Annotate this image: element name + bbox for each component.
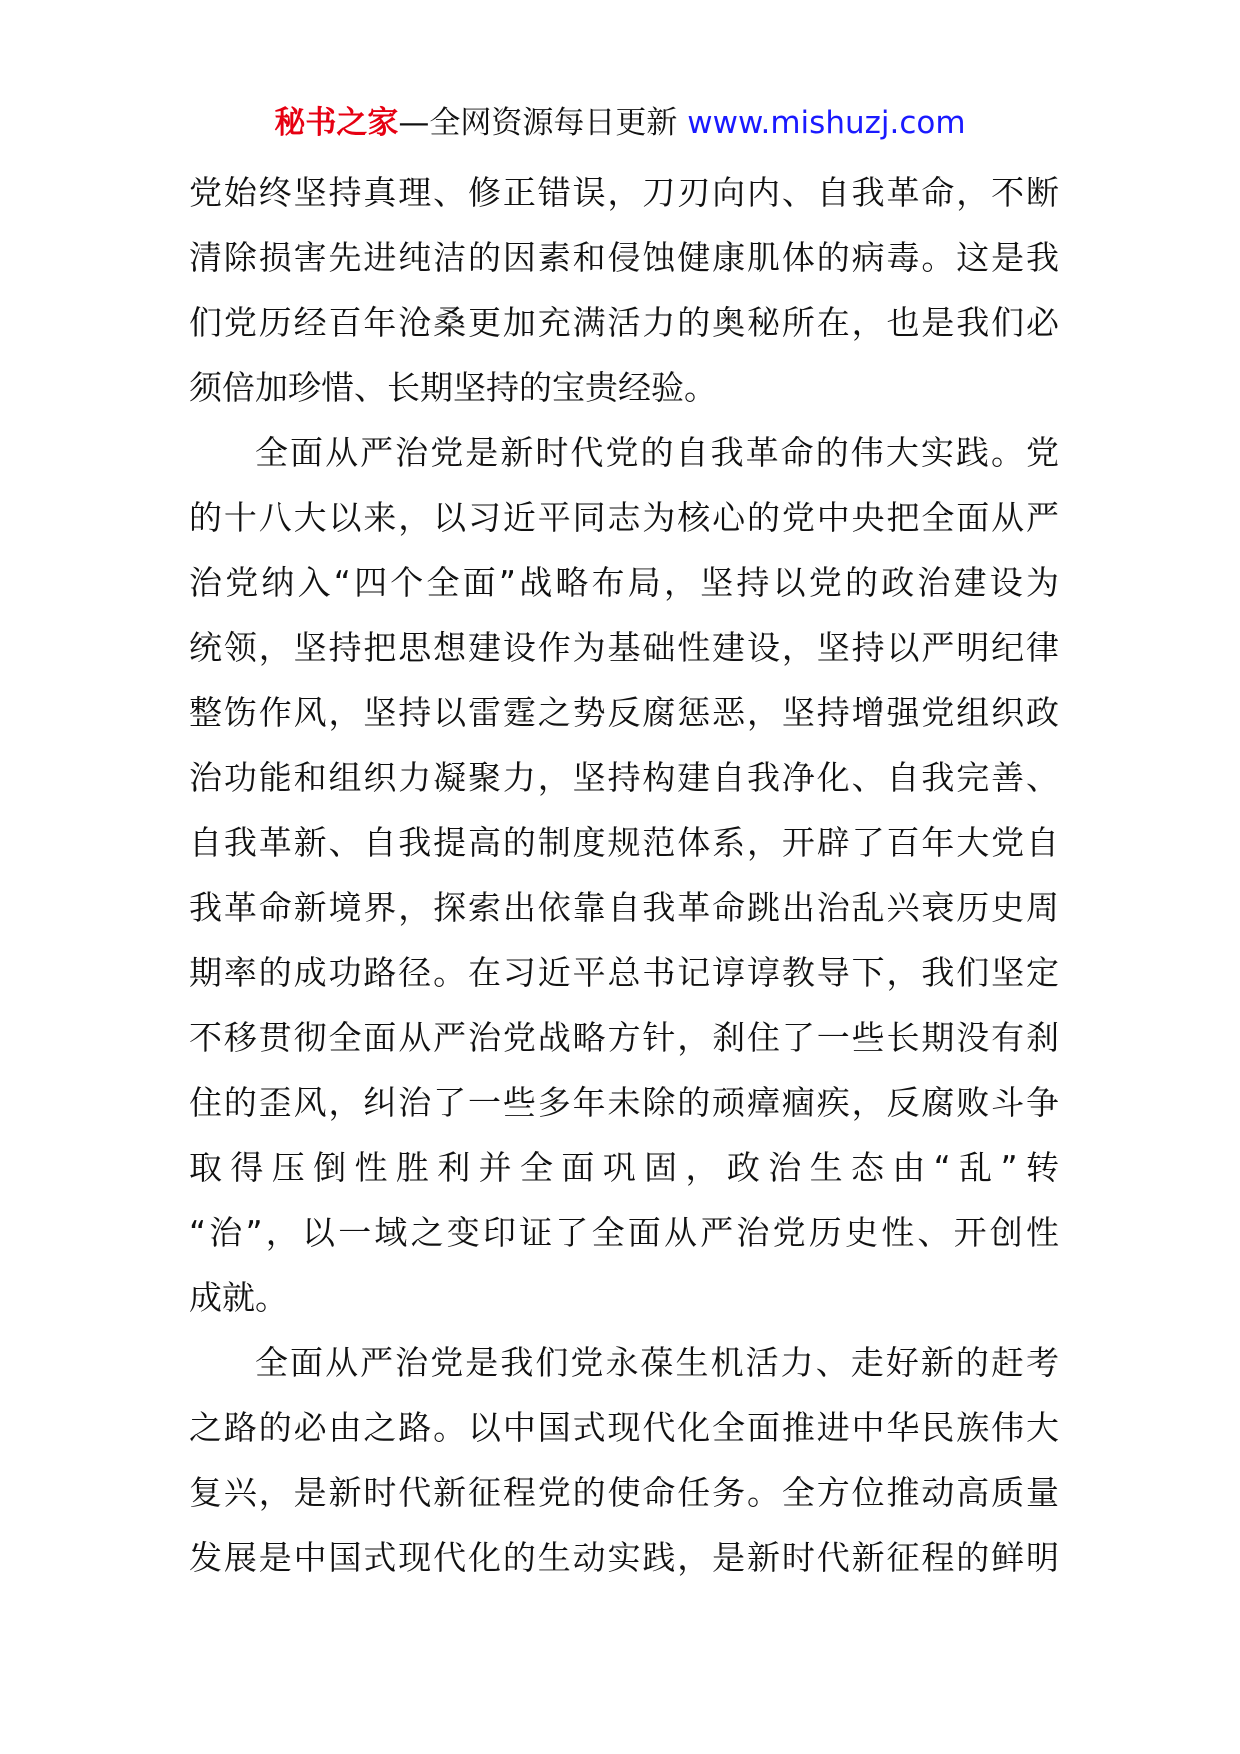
text-line: 复兴，是新时代新征程党的使命任务。全方位推动高质量 [189,1473,1059,1512]
text-line: 统领，坚持把思想建设作为基础性建设，坚持以严明纪律 [189,628,1059,667]
text-line: 我革命新境界，探索出依靠自我革命跳出治乱兴衰历史周 [189,888,1059,927]
text-line: 清除损害先进纯洁的因素和侵蚀健康肌体的病毒。这是我 [189,238,1059,277]
text-line: 全面从严治党是我们党永葆生机活力、走好新的赶考 [255,1343,1059,1382]
text-line: 发展是中国式现代化的生动实践，是新时代新征程的鲜明 [189,1538,1059,1577]
text-line: 自我革新、自我提高的制度规范体系，开辟了百年大党自 [189,823,1059,862]
text-line: 不移贯彻全面从严治党战略方针，刹住了一些长期没有刹 [189,1018,1059,1057]
document-body [189,160,1059,1590]
brand-name: 秘书之家 [274,105,399,141]
website-link[interactable]: www.mishuzj.com [687,105,966,141]
text-line: 期率的成功路径。在习近平总书记谆谆教导下，我们坚定 [189,953,1059,992]
text-line: 治功能和组织力凝聚力，坚持构建自我净化、自我完善、 [189,758,1059,797]
page-header [0,103,1240,143]
text-line: 须倍加珍惜、长期坚持的宝贵经验。 [189,368,717,407]
paragraph-2 [189,420,1059,1330]
paragraph-3 [189,1330,1059,1590]
header-slogan: —全网资源每日更新 [398,105,688,141]
text-line: 们党历经百年沧桑更加充满活力的奥秘所在，也是我们必 [189,303,1059,342]
text-line: 住的歪风，纠治了一些多年未除的顽瘴痼疾，反腐败斗争 [189,1083,1059,1122]
text-line: 整饬作风，坚持以雷霆之势反腐惩恶，坚持增强党组织政 [189,693,1059,732]
paragraph-1 [189,160,1059,420]
text-line: 成就。 [189,1278,288,1317]
text-line: 的十八大以来，以习近平同志为核心的党中央把全面从严 [189,498,1059,537]
text-line: 治党纳入“四个全面”战略布局，坚持以党的政治建设为 [189,563,1059,602]
text-line: “治”，以一域之变印证了全面从严治党历史性、开创性 [189,1213,1059,1252]
text-line: 取得压倒性胜利并全面巩固，政治生态由“乱”转 [189,1148,1059,1187]
text-line: 之路的必由之路。以中国式现代化全面推进中华民族伟大 [189,1408,1059,1447]
text-line: 全面从严治党是新时代党的自我革命的伟大实践。党 [255,433,1059,472]
text-line: 党始终坚持真理、修正错误，刀刃向内、自我革命，不断 [189,173,1059,212]
